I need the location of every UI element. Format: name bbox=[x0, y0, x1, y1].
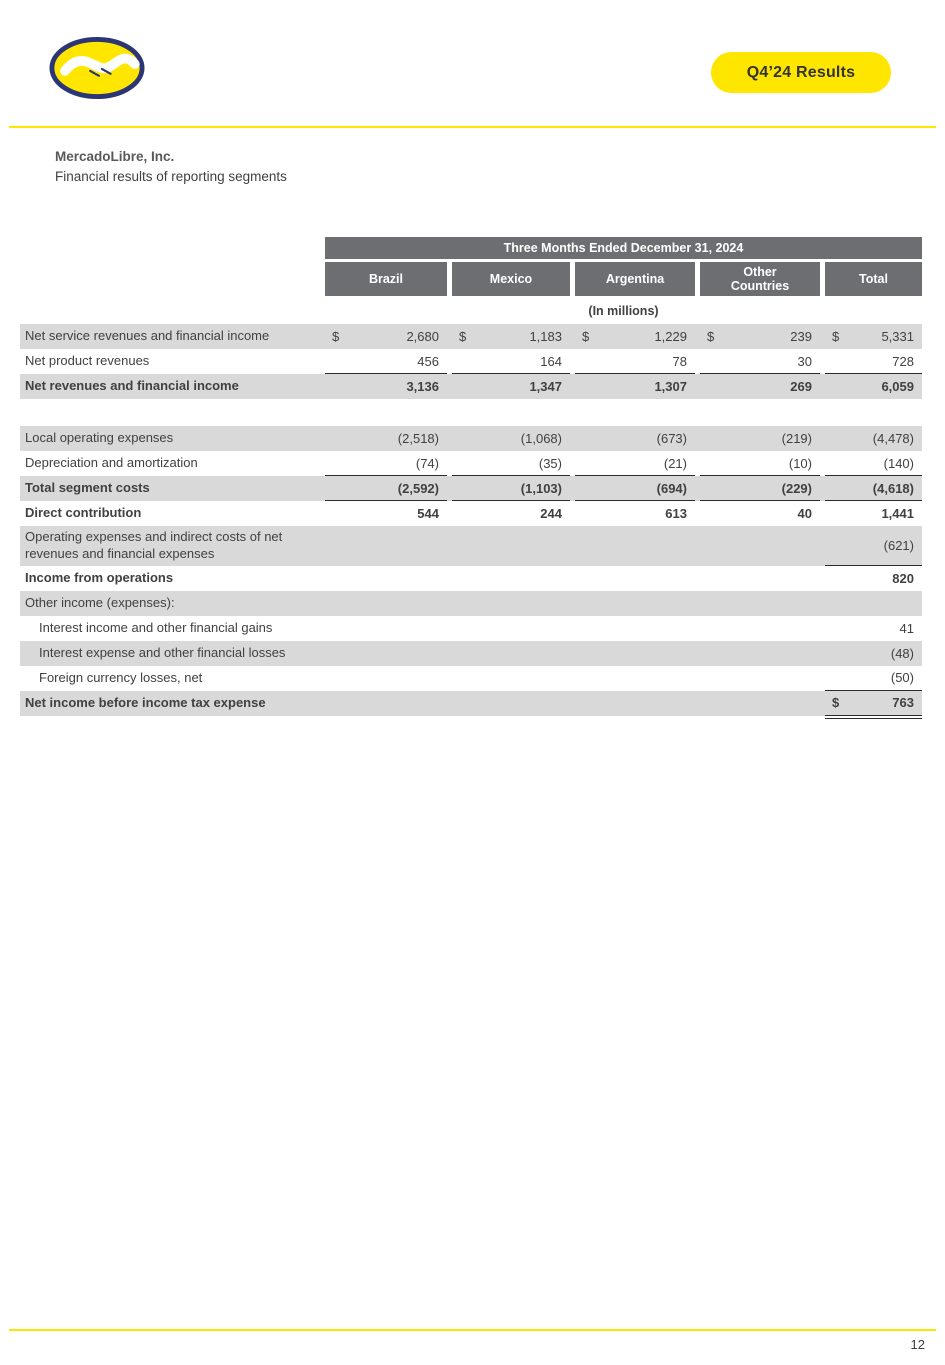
value-cell bbox=[452, 476, 570, 501]
value-cell bbox=[825, 374, 922, 399]
value-cell bbox=[700, 349, 820, 374]
value-cell bbox=[825, 566, 922, 591]
page-number: 12 bbox=[910, 1337, 925, 1352]
value-cell bbox=[700, 476, 820, 501]
label-column-spacer bbox=[20, 262, 325, 296]
cell-value: 1,347 bbox=[529, 379, 562, 394]
value-cell bbox=[452, 616, 570, 641]
cell-value: (2,592) bbox=[397, 480, 439, 496]
value-cell bbox=[575, 526, 695, 566]
value-cell bbox=[325, 666, 447, 691]
table-row bbox=[20, 501, 922, 526]
cell-value: 6,059 bbox=[881, 379, 914, 394]
value-cell bbox=[452, 349, 570, 374]
row-label: Operating expenses and indirect costs of net revenues and financial expenses bbox=[25, 529, 283, 561]
results-badge: Q4’24 Results bbox=[711, 52, 891, 93]
row-label: Net service revenues and financial income bbox=[25, 328, 270, 344]
value-cell bbox=[700, 566, 820, 591]
cell-value: 728 bbox=[892, 353, 914, 369]
cell-value: (219) bbox=[781, 431, 812, 446]
cell-value: 269 bbox=[790, 379, 812, 394]
column-header-label: Other Countries bbox=[730, 264, 790, 293]
value-cell bbox=[825, 641, 922, 666]
cell-value: 164 bbox=[540, 353, 562, 369]
cell-value: 2,680 bbox=[406, 329, 439, 344]
cell-value: (74) bbox=[415, 455, 439, 471]
value-cell bbox=[575, 501, 695, 526]
value-cell bbox=[452, 666, 570, 691]
table-spacer-row bbox=[20, 399, 922, 426]
table-row bbox=[20, 526, 922, 566]
mercadolibre-logo bbox=[48, 36, 146, 100]
value-cell bbox=[700, 399, 820, 426]
value-cell bbox=[825, 616, 922, 641]
cell-value: (4,478) bbox=[872, 431, 914, 446]
value-cell bbox=[700, 501, 820, 526]
currency-symbol: $ bbox=[832, 695, 840, 711]
value-cell bbox=[452, 691, 570, 716]
column-header-argentina bbox=[575, 262, 695, 296]
value-cell bbox=[825, 399, 922, 426]
value-cell bbox=[452, 641, 570, 666]
value-cell bbox=[575, 476, 695, 501]
column-header-label: Brazil bbox=[368, 271, 404, 286]
table-row bbox=[20, 324, 922, 349]
column-header-label: Total bbox=[859, 271, 888, 286]
cell-value: 5,331 bbox=[881, 329, 914, 344]
value-cell bbox=[325, 691, 447, 716]
value-cell bbox=[575, 451, 695, 476]
table-row bbox=[20, 591, 922, 616]
cell-value: 1,229 bbox=[654, 329, 687, 344]
value-cell bbox=[700, 426, 820, 451]
cell-value: (140) bbox=[883, 455, 914, 471]
cell-value: 244 bbox=[540, 506, 562, 521]
cell-value: 613 bbox=[665, 506, 687, 521]
value-cell bbox=[700, 324, 820, 349]
row-label: Net income before income tax expense bbox=[25, 694, 266, 710]
cell-value: (35) bbox=[538, 455, 562, 471]
value-cell bbox=[700, 666, 820, 691]
title-block bbox=[55, 147, 287, 188]
cell-value: 1,307 bbox=[654, 379, 687, 394]
value-cell bbox=[325, 566, 447, 591]
value-cell bbox=[700, 691, 820, 716]
value-cell bbox=[825, 451, 922, 476]
value-cell bbox=[325, 374, 447, 399]
row-label: Direct contribution bbox=[25, 505, 142, 521]
cell-value: 239 bbox=[790, 329, 812, 344]
bottom-divider bbox=[9, 1329, 936, 1331]
value-cell bbox=[825, 691, 922, 716]
currency-symbol: $ bbox=[582, 329, 590, 344]
value-cell bbox=[825, 349, 922, 374]
cell-value: (1,103) bbox=[520, 480, 562, 496]
table-row bbox=[20, 641, 922, 666]
column-header-label: Mexico bbox=[489, 271, 533, 286]
value-cell bbox=[700, 374, 820, 399]
units-row bbox=[20, 296, 922, 324]
top-divider bbox=[9, 126, 936, 128]
table-body bbox=[20, 324, 922, 716]
value-cell bbox=[325, 324, 447, 349]
value-cell bbox=[452, 501, 570, 526]
label-column-spacer bbox=[20, 237, 325, 259]
value-cell bbox=[700, 451, 820, 476]
value-cell bbox=[825, 501, 922, 526]
value-cell bbox=[325, 501, 447, 526]
cell-value: (2,518) bbox=[397, 431, 439, 446]
row-label: Net product revenues bbox=[25, 353, 150, 369]
table-row bbox=[20, 374, 922, 399]
value-cell bbox=[575, 426, 695, 451]
value-cell bbox=[700, 526, 820, 566]
value-cell bbox=[452, 399, 570, 426]
period-header: Three Months Ended December 31, 2024 bbox=[325, 237, 922, 259]
table-row bbox=[20, 616, 922, 641]
row-label: Other income (expenses): bbox=[25, 594, 175, 610]
column-header-brazil bbox=[325, 262, 447, 296]
table-row bbox=[20, 426, 922, 451]
value-cell bbox=[575, 349, 695, 374]
period-header-row bbox=[20, 237, 922, 259]
value-cell bbox=[325, 591, 447, 616]
value-cell bbox=[452, 526, 570, 566]
value-cell bbox=[325, 451, 447, 476]
value-cell bbox=[325, 426, 447, 451]
value-cell bbox=[575, 691, 695, 716]
report-subtitle: Financial results of reporting segments bbox=[55, 169, 287, 185]
value-cell bbox=[325, 641, 447, 666]
cell-value: (621) bbox=[883, 537, 914, 553]
currency-symbol: $ bbox=[707, 329, 715, 344]
cell-value: 820 bbox=[892, 570, 914, 586]
value-cell bbox=[825, 591, 922, 616]
column-header-other-countries bbox=[700, 262, 820, 296]
cell-value: 1,441 bbox=[881, 506, 914, 521]
cell-value: (1,068) bbox=[520, 431, 562, 446]
value-cell bbox=[825, 476, 922, 501]
cell-value: (694) bbox=[656, 480, 687, 496]
row-label: Income from operations bbox=[25, 569, 174, 585]
row-label: Foreign currency losses, net bbox=[39, 669, 203, 685]
cell-value: (4,618) bbox=[872, 480, 914, 496]
value-cell bbox=[452, 566, 570, 591]
cell-value: (229) bbox=[781, 480, 812, 496]
row-label: Total segment costs bbox=[25, 480, 150, 496]
cell-value: 3,136 bbox=[406, 379, 439, 394]
value-cell bbox=[575, 666, 695, 691]
row-label bbox=[20, 399, 325, 426]
column-header-label: Argentina bbox=[605, 271, 665, 286]
value-cell bbox=[825, 666, 922, 691]
value-cell bbox=[452, 324, 570, 349]
cell-value: 456 bbox=[417, 353, 439, 369]
row-label: Interest expense and other financial losses bbox=[39, 644, 286, 660]
cell-value: 544 bbox=[417, 506, 439, 521]
value-cell bbox=[452, 374, 570, 399]
value-cell bbox=[825, 324, 922, 349]
value-cell bbox=[575, 616, 695, 641]
currency-symbol: $ bbox=[832, 329, 840, 344]
row-label: Depreciation and amortization bbox=[25, 455, 198, 471]
value-cell bbox=[452, 451, 570, 476]
table-row bbox=[20, 566, 922, 591]
value-cell bbox=[452, 591, 570, 616]
value-cell bbox=[575, 324, 695, 349]
column-header-total bbox=[825, 262, 922, 296]
segments-table bbox=[20, 237, 922, 716]
row-label: Interest income and other financial gains bbox=[39, 619, 273, 635]
cell-value: 30 bbox=[797, 353, 812, 369]
row-label: Net revenues and financial income bbox=[25, 378, 239, 394]
units-note: (In millions) bbox=[588, 304, 659, 318]
value-cell bbox=[325, 349, 447, 374]
value-cell bbox=[575, 566, 695, 591]
cell-value: 41 bbox=[899, 620, 914, 636]
value-cell bbox=[325, 399, 447, 426]
column-header-mexico bbox=[452, 262, 570, 296]
value-cell bbox=[700, 591, 820, 616]
value-cell bbox=[700, 641, 820, 666]
value-cell bbox=[575, 399, 695, 426]
cell-value: (10) bbox=[788, 455, 812, 471]
row-label: Local operating expenses bbox=[25, 430, 174, 446]
cell-value: (48) bbox=[890, 645, 914, 661]
value-cell bbox=[825, 526, 922, 566]
cell-value: 763 bbox=[892, 695, 914, 711]
company-name: MercadoLibre, Inc. bbox=[55, 149, 175, 164]
column-header-row bbox=[20, 262, 922, 296]
table-row bbox=[20, 476, 922, 501]
table-row bbox=[20, 691, 922, 716]
value-cell bbox=[452, 426, 570, 451]
table-row bbox=[20, 349, 922, 374]
cell-value: (50) bbox=[890, 670, 914, 686]
value-cell bbox=[575, 591, 695, 616]
cell-value: 78 bbox=[672, 353, 687, 369]
value-cell bbox=[325, 616, 447, 641]
value-cell bbox=[325, 476, 447, 501]
table-row bbox=[20, 666, 922, 691]
label-column-spacer bbox=[20, 304, 325, 318]
value-cell bbox=[825, 426, 922, 451]
cell-value: (21) bbox=[663, 455, 687, 471]
table-row bbox=[20, 451, 922, 476]
value-cell bbox=[575, 641, 695, 666]
cell-value: 1,183 bbox=[529, 329, 562, 344]
value-cell bbox=[575, 374, 695, 399]
value-cell bbox=[700, 616, 820, 641]
currency-symbol: $ bbox=[459, 329, 467, 344]
cell-value: 40 bbox=[797, 506, 812, 521]
cell-value: (673) bbox=[656, 431, 687, 446]
currency-symbol: $ bbox=[332, 329, 340, 344]
value-cell bbox=[325, 526, 447, 566]
